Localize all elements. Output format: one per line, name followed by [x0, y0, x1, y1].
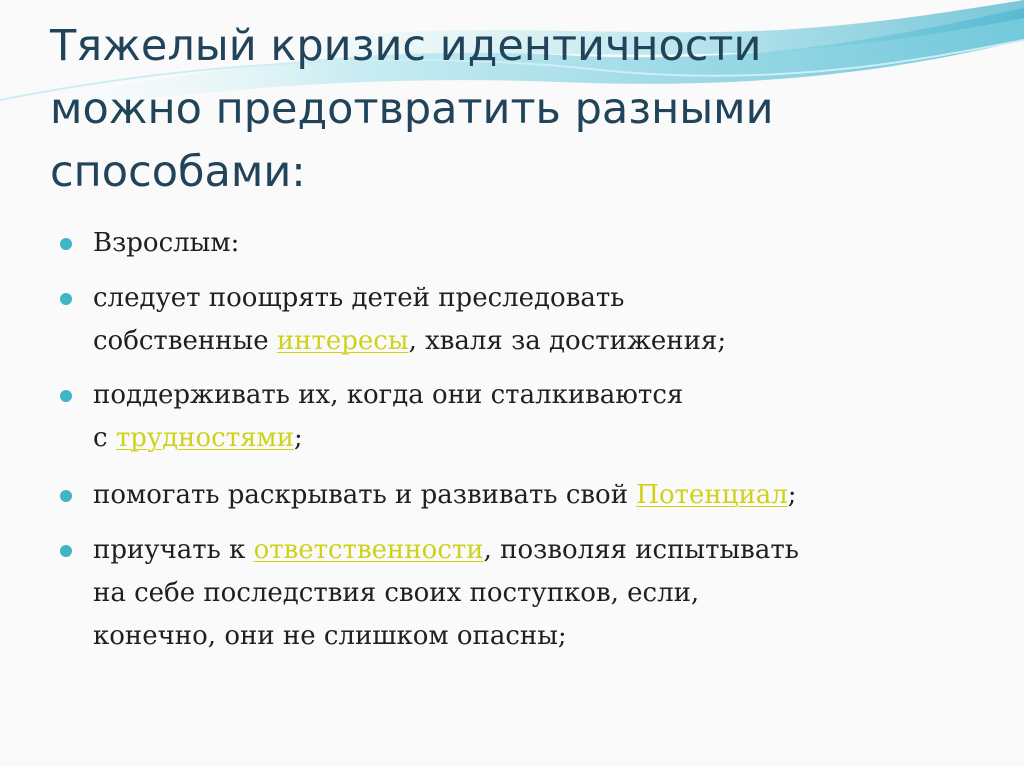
- bullet-line: на себе последствия своих поступков, если,: [93, 578, 700, 608]
- title-line: Тяжелый кризис идентичности: [50, 21, 762, 71]
- bullet-item-support-difficulties: [60, 374, 683, 460]
- bullet-dot-icon: [60, 545, 72, 557]
- bullet-line: поддерживать их, когда они сталкиваются: [93, 380, 684, 410]
- bullet-item-adults: [60, 222, 239, 265]
- potential-link[interactable]: Потенциал: [636, 480, 788, 510]
- bullet-item-potential: [60, 474, 797, 517]
- bullet-dot-icon: [60, 490, 72, 502]
- bullet-dot-icon: [60, 238, 72, 250]
- bullet-dot-icon: [60, 390, 72, 402]
- difficulties-link[interactable]: трудностями: [115, 423, 295, 453]
- slide-title: [50, 15, 980, 204]
- title-line: способами:: [50, 147, 306, 197]
- title-line: можно предотвратить разными: [50, 84, 774, 134]
- bullet-line: собственные интересы, хваля за достижения;: [93, 326, 727, 356]
- bullet-item-responsibility: [60, 529, 799, 658]
- bullet-line: конечно, они не слишком опасны;: [93, 621, 567, 651]
- bullet-line: с трудностями;: [93, 423, 303, 453]
- bullet-item-encourage-interests: [60, 277, 726, 363]
- interests-link[interactable]: интересы: [276, 326, 409, 356]
- bullet-line: приучать к ответственности, позволяя испытывать: [93, 535, 799, 565]
- responsibility-link[interactable]: ответственности: [253, 535, 484, 565]
- bullet-line: помогать раскрывать и развивать свой Потенциал;: [93, 480, 797, 510]
- bullet-dot-icon: [60, 293, 72, 305]
- bullet-line: следует поощрять детей преследовать: [93, 283, 625, 313]
- bullet-line: Взрослым:: [93, 228, 240, 258]
